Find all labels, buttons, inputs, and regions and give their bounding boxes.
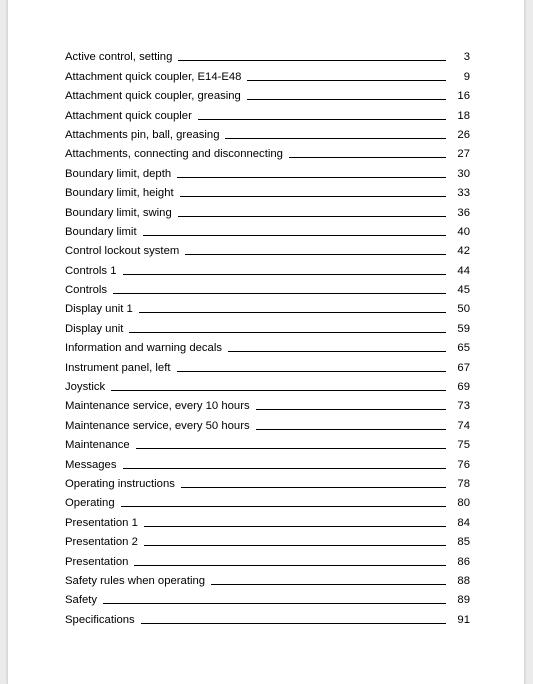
toc-leader-line <box>144 545 446 546</box>
toc-entry-page-number: 91 <box>457 613 470 626</box>
toc-entry-title: Boundary limit, height <box>65 187 174 200</box>
toc-entry-title: Presentation 1 <box>65 516 138 529</box>
toc-entry-title: Safety <box>65 594 98 607</box>
toc-entry[interactable] <box>65 239 470 258</box>
toc-entry-title: Safety rules when operating <box>65 574 206 587</box>
toc-entry-page-number: 75 <box>457 439 470 452</box>
toc-entry[interactable] <box>65 549 470 568</box>
toc-entry-page-number: 9 <box>463 70 470 83</box>
toc-leader-line <box>177 371 447 372</box>
toc-leader-line <box>180 196 446 197</box>
toc-entry[interactable] <box>65 161 470 180</box>
toc-entry-title: Maintenance <box>65 439 130 452</box>
toc-entry[interactable] <box>65 355 470 374</box>
toc-entry-page-number: 50 <box>457 303 470 316</box>
toc-entry[interactable] <box>65 491 470 510</box>
toc-entry[interactable] <box>65 220 470 239</box>
toc-leader-line <box>143 235 446 236</box>
toc-entry[interactable] <box>65 607 470 626</box>
toc-entry-title: Boundary limit, depth <box>65 167 172 180</box>
toc-entry[interactable] <box>65 258 470 277</box>
toc-leader-line <box>144 526 446 527</box>
toc-entry-page-number: 59 <box>457 322 470 335</box>
toc-entry-title: Instrument panel, left <box>65 361 171 374</box>
toc-entry[interactable] <box>65 181 470 200</box>
toc-entry[interactable] <box>65 336 470 355</box>
toc-entry[interactable] <box>65 45 470 64</box>
toc-entry-page-number: 67 <box>457 361 470 374</box>
toc-leader-line <box>289 157 446 158</box>
toc-entry-title: Maintenance service, every 10 hours <box>65 400 250 413</box>
toc-entry-title: Attachment quick coupler <box>65 109 192 122</box>
toc-entry[interactable] <box>65 413 470 432</box>
toc-leader-line <box>225 138 446 139</box>
toc-entry-title: Joystick <box>65 381 106 394</box>
toc-entry-page-number: 42 <box>457 245 470 258</box>
toc-entry-page-number: 88 <box>457 574 470 587</box>
toc-entry[interactable] <box>65 375 470 394</box>
toc-entry[interactable] <box>65 588 470 607</box>
toc-entry-page-number: 85 <box>457 536 470 549</box>
toc-entry-title: Specifications <box>65 613 135 626</box>
toc-entry-page-number: 30 <box>457 167 470 180</box>
toc-entry-page-number: 76 <box>457 458 470 471</box>
toc-entry[interactable] <box>65 123 470 142</box>
toc-entry-title: Attachment quick coupler, E14-E48 <box>65 70 242 83</box>
toc-entry-title: Attachments pin, ball, greasing <box>65 128 220 141</box>
toc-leader-line <box>178 60 446 61</box>
toc-leader-line <box>198 119 446 120</box>
document-page <box>7 0 525 684</box>
toc-entry-page-number: 89 <box>457 594 470 607</box>
toc-leader-line <box>103 603 446 604</box>
toc-entry-title: Operating instructions <box>65 477 175 490</box>
toc-leader-line <box>228 351 446 352</box>
toc-leader-line <box>256 429 446 430</box>
toc-entry-title: Presentation 2 <box>65 536 138 549</box>
toc-entry[interactable] <box>65 64 470 83</box>
toc-entry[interactable] <box>65 530 470 549</box>
toc-leader-line <box>136 448 446 449</box>
toc-leader-line <box>178 216 446 217</box>
toc-entry[interactable] <box>65 103 470 122</box>
toc-entry-title: Boundary limit <box>65 225 137 238</box>
toc-leader-line <box>111 390 446 391</box>
toc-entry[interactable] <box>65 84 470 103</box>
toc-entry-title: Attachment quick coupler, greasing <box>65 90 241 103</box>
toc-entry-page-number: 74 <box>457 419 470 432</box>
toc-entry-page-number: 33 <box>457 187 470 200</box>
toc-entry-page-number: 18 <box>457 109 470 122</box>
toc-entry-title: Active control, setting <box>65 51 173 64</box>
toc-leader-line <box>113 293 446 294</box>
toc-leader-line <box>181 487 446 488</box>
toc-entry-page-number: 44 <box>457 264 470 277</box>
toc-entry[interactable] <box>65 316 470 335</box>
toc-entry[interactable] <box>65 394 470 413</box>
toc-leader-line <box>123 468 447 469</box>
toc-entry-page-number: 3 <box>463 51 470 64</box>
toc-entry[interactable] <box>65 569 470 588</box>
toc-entry-page-number: 80 <box>457 497 470 510</box>
toc-entry-title: Information and warning decals <box>65 342 222 355</box>
toc-entry-title: Presentation <box>65 555 129 568</box>
toc-leader-line <box>129 332 446 333</box>
toc-entry-title: Display unit <box>65 322 124 335</box>
toc-entry-title: Messages <box>65 458 117 471</box>
toc-leader-line <box>123 274 447 275</box>
toc-leader-line <box>247 99 446 100</box>
toc-entry-page-number: 16 <box>457 90 470 103</box>
toc-entry-page-number: 73 <box>457 400 470 413</box>
toc-entry-page-number: 86 <box>457 555 470 568</box>
toc-entry-page-number: 65 <box>457 342 470 355</box>
toc-entry-page-number: 36 <box>457 206 470 219</box>
toc-entry-title: Attachments, connecting and disconnecting <box>65 148 283 161</box>
toc-entry[interactable] <box>65 278 470 297</box>
toc-leader-line <box>247 80 446 81</box>
toc-leader-line <box>134 565 446 566</box>
toc-leader-line <box>185 254 446 255</box>
toc-entry[interactable] <box>65 200 470 219</box>
toc-leader-line <box>121 506 446 507</box>
toc-leader-line <box>256 409 446 410</box>
toc-entry-title: Boundary limit, swing <box>65 206 172 219</box>
toc-entry[interactable] <box>65 297 470 316</box>
toc-entry[interactable] <box>65 452 470 471</box>
toc-entry-page-number: 84 <box>457 516 470 529</box>
toc-entry-page-number: 69 <box>457 381 470 394</box>
toc-leader-line <box>211 584 446 585</box>
toc-entry-page-number: 78 <box>457 477 470 490</box>
toc-entry-title: Maintenance service, every 50 hours <box>65 419 250 432</box>
toc-entry[interactable] <box>65 142 470 161</box>
toc-entry[interactable] <box>65 433 470 452</box>
toc-entry-page-number: 27 <box>457 148 470 161</box>
toc-entry[interactable] <box>65 510 470 529</box>
toc-entry-page-number: 45 <box>457 284 470 297</box>
toc-leader-line <box>177 177 446 178</box>
toc-entry-title: Operating <box>65 497 115 510</box>
toc-leader-line <box>139 312 446 313</box>
toc-entry-title: Control lockout system <box>65 245 180 258</box>
toc-leader-line <box>141 623 446 624</box>
toc-entry[interactable] <box>65 472 470 491</box>
toc-entry-page-number: 40 <box>457 225 470 238</box>
toc-entry-title: Display unit 1 <box>65 303 133 316</box>
toc-entry-title: Controls 1 <box>65 264 117 277</box>
toc-entry-title: Controls <box>65 284 108 297</box>
table-of-contents <box>65 45 470 627</box>
toc-entry-page-number: 26 <box>457 128 470 141</box>
